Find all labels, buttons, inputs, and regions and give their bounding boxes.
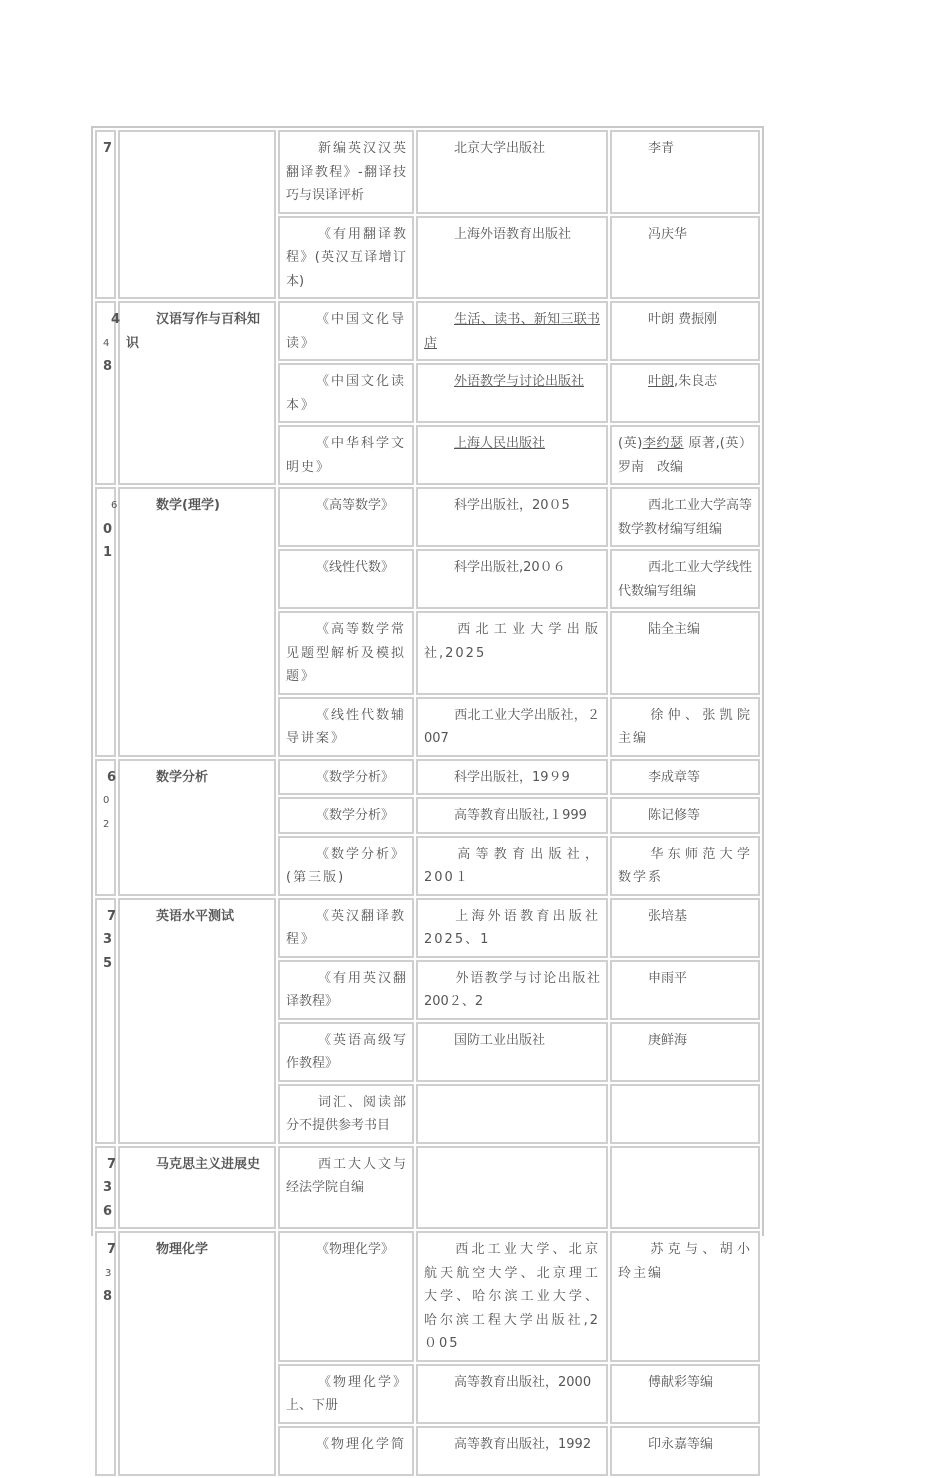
book-title: 《数学分析》	[278, 759, 414, 796]
book-title: 新编英汉汉英翻译教程》-翻译技巧与误译评析	[278, 130, 414, 214]
book-title: 《有用翻译教程》(英汉互译增订本)	[278, 216, 414, 300]
book-title: 《中国文化导读》	[278, 301, 414, 361]
book-publisher	[416, 301, 608, 361]
course-subject: 数学分析	[118, 759, 276, 896]
book-author: 陆全主编	[610, 611, 760, 695]
book-author: 苏克与、胡小玲主编	[610, 1231, 760, 1362]
course-code: 7 3 8	[95, 1231, 116, 1476]
book-publisher: 上海外语教育出版社2025、1	[416, 898, 608, 958]
book-publisher: 科学出版社，20０5	[416, 487, 608, 547]
book-publisher: 科学出版社,20０６	[416, 549, 608, 609]
book-title: 《物理化学简	[278, 1426, 414, 1476]
course-code: 7 3 6	[95, 1146, 116, 1230]
table-row	[95, 1231, 760, 1362]
publisher-link[interactable]: 上海人民出版社	[454, 436, 546, 451]
book-author: 张培基	[610, 898, 760, 958]
course-code: 7 3 5	[95, 898, 116, 1144]
course-subject: 物理化学	[118, 1231, 276, 1476]
book-author: 陈记修等	[610, 797, 760, 834]
book-publisher: 国防工业出版社	[416, 1022, 608, 1082]
course-code: 4 4 8	[95, 301, 116, 485]
table-row	[95, 898, 760, 958]
table-row	[95, 487, 760, 547]
book-author	[610, 1146, 760, 1230]
book-publisher	[416, 363, 608, 423]
course-code: 6 0 2	[95, 759, 116, 896]
book-author: (英)李约瑟 原著,(英）罗南 改编	[610, 425, 760, 485]
book-publisher: 西北工业大学出版社，２007	[416, 697, 608, 757]
book-title: 《高等数学常见题型解析及模拟题》	[278, 611, 414, 695]
book-publisher: 北京大学出版社	[416, 130, 608, 214]
course-subject: 数学(理学)	[118, 487, 276, 757]
book-author: 印永嘉等编	[610, 1426, 760, 1476]
book-publisher: 高等教育出版社，1992	[416, 1426, 608, 1476]
book-author: 李成章等	[610, 759, 760, 796]
book-list-table-frame	[91, 126, 764, 1452]
book-title: 《物理化学》上、下册	[278, 1364, 414, 1424]
book-author: 申雨平	[610, 960, 760, 1020]
course-code: 7	[95, 130, 116, 299]
book-title: 《英汉翻译教程》	[278, 898, 414, 958]
book-author: 叶朗 费振刚	[610, 301, 760, 361]
table-row	[95, 1146, 760, 1230]
book-author: 冯庆华	[610, 216, 760, 300]
book-title: 词汇、阅读部分不提供参考书目	[278, 1084, 414, 1144]
table-row	[95, 759, 760, 796]
reference-book-table	[93, 128, 762, 1478]
book-title: 《高等数学》	[278, 487, 414, 547]
course-subject: 汉语写作与百科知识	[118, 301, 276, 485]
book-author: 西北工业大学高等数学教材编写组编	[610, 487, 760, 547]
book-publisher: 高等教育出版社，200１	[416, 836, 608, 896]
book-author: 傅献彩等编	[610, 1364, 760, 1424]
book-title: 《有用英汉翻译教程》	[278, 960, 414, 1020]
author-link[interactable]: 李约瑟	[642, 436, 684, 451]
book-publisher: 上海外语教育出版社	[416, 216, 608, 300]
book-author: 华东师范大学数学系	[610, 836, 760, 896]
book-title: 《线性代数》	[278, 549, 414, 609]
publisher-link[interactable]: 生活、读书、新知三联书店	[424, 312, 600, 351]
book-title: 西工大人文与经法学院自编	[278, 1146, 414, 1230]
book-author: 西北工业大学线性代数编写组编	[610, 549, 760, 609]
book-title: 《线性代数辅导讲案》	[278, 697, 414, 757]
book-publisher	[416, 425, 608, 485]
book-title: 《中国文化读本》	[278, 363, 414, 423]
book-publisher: 西北工业大学出版社,2025	[416, 611, 608, 695]
book-title: 《英语高级写作教程》	[278, 1022, 414, 1082]
book-author: 徐仲、张凯院主编	[610, 697, 760, 757]
publisher-link[interactable]: 外语教学与讨论出版社	[454, 374, 585, 389]
book-publisher: 西北工业大学、北京航天航空大学、北京理工大学、哈尔滨工业大学、哈尔滨工程大学出版社,2０05	[416, 1231, 608, 1362]
book-author: 庚鲜海	[610, 1022, 760, 1082]
author-link[interactable]: 叶朗	[648, 374, 675, 389]
book-author	[610, 1084, 760, 1144]
course-subject: 马克思主义进展史	[118, 1146, 276, 1230]
book-title: 《数学分析》	[278, 797, 414, 834]
table-row	[95, 130, 760, 214]
book-author: 叶朗,朱良志	[610, 363, 760, 423]
book-title: 《中华科学文明史》	[278, 425, 414, 485]
book-title: 《物理化学》	[278, 1231, 414, 1362]
book-publisher: 高等教育出版社,１999	[416, 797, 608, 834]
book-publisher	[416, 1146, 608, 1230]
book-publisher: 外语教学与讨论出版社200２、2	[416, 960, 608, 1020]
course-subject	[118, 130, 276, 299]
book-publisher	[416, 1084, 608, 1144]
course-subject: 英语水平测试	[118, 898, 276, 1144]
book-author: 李青	[610, 130, 760, 214]
course-code: 6 0 1	[95, 487, 116, 757]
book-title: 《数学分析》(第三版)	[278, 836, 414, 896]
book-publisher: 科学出版社，19９9	[416, 759, 608, 796]
table-row	[95, 301, 760, 361]
book-publisher: 高等教育出版社，2000	[416, 1364, 608, 1424]
